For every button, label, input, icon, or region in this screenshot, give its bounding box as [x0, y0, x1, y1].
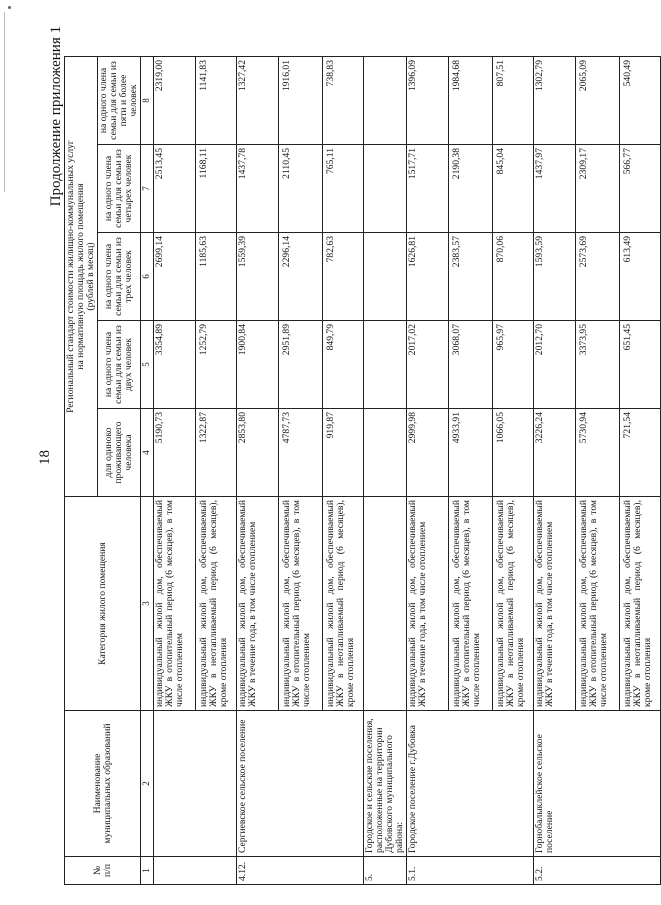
item-divider: [322, 233, 323, 320]
item-divider: [195, 57, 196, 144]
header-num: № п/п: [65, 857, 141, 885]
column-number: 7: [141, 145, 153, 233]
header-category: Категория жилого помещения: [65, 497, 141, 711]
item-divider: [278, 233, 279, 320]
page-number: 18: [37, 450, 53, 465]
value: 738,83: [324, 59, 336, 87]
item-divider: [619, 233, 620, 320]
item-divider: [619, 57, 620, 144]
value: 3373,95: [578, 324, 590, 356]
item-divider: [575, 321, 576, 408]
item-divider: [195, 497, 196, 710]
header-name: Наименование муниципальных образований: [65, 711, 141, 857]
value: 2110,45: [280, 148, 292, 179]
value: 845,04: [495, 148, 507, 175]
row-number: [153, 857, 236, 885]
row-number: 4.12.: [236, 857, 363, 885]
value: 566,77: [622, 148, 634, 175]
column-number: 1: [141, 857, 153, 885]
value-cell-col-5: [534, 321, 661, 409]
value: 2012,70: [534, 324, 546, 356]
value: 965,97: [495, 324, 507, 351]
value: 5190,73: [153, 412, 165, 444]
value: 1900,84: [236, 324, 248, 356]
column-number: 4: [141, 409, 153, 497]
item-divider: [448, 321, 449, 408]
value-cell-col-8: [236, 56, 363, 144]
item-divider: [278, 497, 279, 710]
value: 2999,98: [407, 412, 419, 444]
header-col-8: на одного члена семьи для семьи из пяти и более человек: [98, 56, 141, 144]
value: 1517,71: [407, 148, 419, 180]
value: 1066,05: [495, 412, 507, 444]
table-row: [363, 56, 406, 884]
value: 2383,57: [451, 236, 463, 268]
housing-standard-table: [64, 56, 661, 885]
value-cell-col-5: [236, 321, 363, 409]
category-text: индивидуальный жилой дом, обеспечиваемый ЖКУ в неотапливаемый период (6 месяцев), кроме отопления: [324, 500, 356, 707]
item-divider: [278, 145, 279, 232]
item-divider: [278, 57, 279, 144]
value: 540,49: [622, 59, 634, 87]
item-divider: [575, 233, 576, 320]
value: 2017,02: [407, 324, 419, 356]
category-cell: [236, 497, 363, 711]
value-cell-col-6: [534, 233, 661, 321]
value: 2951,89: [280, 324, 292, 356]
value-cell-col-4: [407, 409, 534, 497]
value: 2296,14: [280, 236, 292, 268]
category-cell: [153, 497, 236, 711]
item-divider: [195, 409, 196, 496]
table-row: [236, 56, 363, 884]
category-text: индивидуальный жилой дом, обеспечиваемый ЖКУ в отопительный период (6 месяцев), в том числе отоплением: [451, 500, 483, 707]
value: 782,63: [324, 236, 336, 263]
item-divider: [492, 57, 493, 144]
value: 870,06: [495, 236, 507, 263]
category-text: индивидуальный жилой дом, обеспечиваемый ЖКУ в течение года, в том числе отоплением: [407, 500, 429, 707]
category-text: индивидуальный жилой дом, обеспечиваемый ЖКУ в отопительный период (6 месяцев), в том числе отоплением: [280, 500, 312, 707]
item-divider: [195, 145, 196, 232]
value: 1437,97: [534, 148, 546, 180]
value: 1322,87: [197, 412, 209, 444]
column-number: 3: [141, 497, 153, 711]
item-divider: [492, 497, 493, 710]
row-number: 5.1.: [407, 857, 534, 885]
value-cell-col-5: [363, 321, 406, 409]
category-text: индивидуальный жилой дом, обеспечиваемый ЖКУ в отопительный период (6 месяцев), в том числе отоплением: [578, 500, 610, 707]
item-divider: [492, 321, 493, 408]
category-text: индивидуальный жилой дом, обеспечиваемый ЖКУ в течение года, в том числе отоплением: [236, 500, 258, 707]
column-number: 2: [141, 711, 153, 857]
municipality-name: Городское поселение г.Дубовка: [407, 711, 534, 857]
item-divider: [278, 409, 279, 496]
value-cell-col-6: [153, 233, 236, 321]
item-divider: [448, 409, 449, 496]
value-cell-col-4: [363, 409, 406, 497]
column-number: 6: [141, 233, 153, 321]
column-number: 5: [141, 321, 153, 409]
item-divider: [195, 321, 196, 408]
value: 1626,81: [407, 236, 419, 268]
appendix-title: Продолжение приложения 1: [48, 26, 64, 207]
row-number: 5.2.: [534, 857, 661, 885]
item-divider: [278, 321, 279, 408]
item-divider: [619, 321, 620, 408]
item-divider: [575, 497, 576, 710]
value: 1185,63: [197, 236, 209, 267]
value: 1302,79: [534, 59, 546, 92]
municipality-name: Сергиевское сельское поселение: [236, 711, 363, 857]
column-number-row: [141, 56, 153, 884]
value-cell-col-6: [236, 233, 363, 321]
value: 1559,39: [236, 236, 248, 268]
item-divider: [448, 233, 449, 320]
value: 1252,79: [197, 324, 209, 356]
item-divider: [322, 497, 323, 710]
value-cell-col-8: [363, 56, 406, 144]
value: 3226,24: [534, 412, 546, 444]
header-col-4: для одиноко проживающего человека: [98, 409, 141, 497]
value: 2309,17: [578, 148, 590, 180]
value: 2513,45: [153, 148, 165, 180]
value: 4933,91: [451, 412, 463, 444]
value: 3068,07: [451, 324, 463, 356]
value: 613,49: [622, 236, 634, 263]
value: 1327,42: [236, 59, 248, 92]
value: 1141,83: [197, 59, 209, 91]
category-cell: [534, 497, 661, 711]
item-divider: [492, 145, 493, 232]
table-row: [407, 56, 534, 884]
value-cell-col-6: [407, 233, 534, 321]
value-cell-col-5: [407, 321, 534, 409]
header-standard-group: Региональный стандарт стоимости жилищно-коммунальных услуг на нормативную площадь жилого помещения (рублей в месяц): [65, 56, 98, 496]
item-divider: [619, 145, 620, 232]
value: 1437,78: [236, 148, 248, 180]
item-divider: [448, 145, 449, 232]
value: 3354,89: [153, 324, 165, 356]
value: 5730,94: [578, 412, 590, 444]
value: 1168,11: [197, 148, 209, 179]
item-divider: [575, 57, 576, 144]
value: 2699,14: [153, 236, 165, 268]
value-cell-col-7: [534, 145, 661, 233]
value: 2065,09: [578, 59, 590, 92]
row-number: 5.: [363, 857, 406, 885]
item-divider: [575, 409, 576, 496]
category-text: индивидуальный жилой дом, обеспечиваемый ЖКУ в неотапливаемый период (6 месяцев), кроме отопления: [197, 500, 229, 707]
value: 1396,09: [407, 59, 419, 92]
item-divider: [195, 233, 196, 320]
item-divider: [619, 497, 620, 710]
item-divider: [448, 57, 449, 144]
value-cell-col-8: [153, 56, 236, 144]
value: 807,51: [495, 59, 507, 87]
item-divider: [322, 57, 323, 144]
header-row-1: [65, 56, 98, 884]
value-cell-col-4: [153, 409, 236, 497]
value-cell-col-8: [407, 56, 534, 144]
category-text: индивидуальный жилой дом, обеспечиваемый ЖКУ в неотапливаемый период (6 месяцев), кроме отопления: [622, 500, 654, 707]
value-cell-col-7: [363, 145, 406, 233]
value-cell-col-7: [407, 145, 534, 233]
category-text: индивидуальный жилой дом, обеспечиваемый ЖКУ в отопительный период (6 месяцев), в том числе отоплением: [153, 500, 185, 707]
item-divider: [322, 321, 323, 408]
value: 765,11: [324, 148, 336, 175]
table-body: [153, 56, 660, 884]
municipality-name: Городское и сельские поселения, расположенные на территории Дубовского муниципального района:: [363, 711, 406, 857]
value-cell-col-7: [236, 145, 363, 233]
category-cell: [363, 497, 406, 711]
table-row: [534, 56, 661, 884]
item-divider: [448, 497, 449, 710]
item-divider: [619, 409, 620, 496]
municipality-name: [153, 711, 236, 857]
municipality-name: Горнобалыклейское сельское поселение: [534, 711, 661, 857]
value-cell-col-6: [363, 233, 406, 321]
value: 2573,69: [578, 236, 590, 268]
value-cell-col-7: [153, 145, 236, 233]
value: 1984,68: [451, 59, 463, 92]
header-col-7: на одного члена семьи для семьи из четырех человек: [98, 145, 141, 233]
category-text: индивидуальный жилой дом, обеспечиваемый ЖКУ в неотапливаемый период (6 месяцев), кроме отопления: [495, 500, 527, 707]
value: 919,87: [324, 412, 336, 439]
value: 721,54: [622, 412, 634, 439]
header-col-5: на одного члена семьи для семьи из двух человек: [98, 321, 141, 409]
value: 1593,59: [534, 236, 546, 268]
value: 4787,73: [280, 412, 292, 444]
item-divider: [322, 409, 323, 496]
table-row: [153, 56, 236, 884]
item-divider: [492, 233, 493, 320]
category-cell: [407, 497, 534, 711]
value-cell-col-4: [236, 409, 363, 497]
value: 2319,00: [153, 59, 165, 92]
value: 1916,01: [280, 59, 292, 92]
category-text: индивидуальный жилой дом, обеспечиваемый ЖКУ в течение года, в том числе отоплением: [534, 500, 556, 707]
item-divider: [322, 145, 323, 232]
value-cell-col-4: [534, 409, 661, 497]
value: 651,45: [622, 324, 634, 351]
item-divider: [492, 409, 493, 496]
value-cell-col-8: [534, 56, 661, 144]
value: 2190,38: [451, 148, 463, 180]
column-number: 8: [141, 56, 153, 144]
value-cell-col-5: [153, 321, 236, 409]
header-col-6: на одного члена семьи для семьи из трех человек: [98, 233, 141, 321]
value: 849,79: [324, 324, 336, 351]
value: 2853,80: [236, 412, 248, 444]
item-divider: [575, 145, 576, 232]
